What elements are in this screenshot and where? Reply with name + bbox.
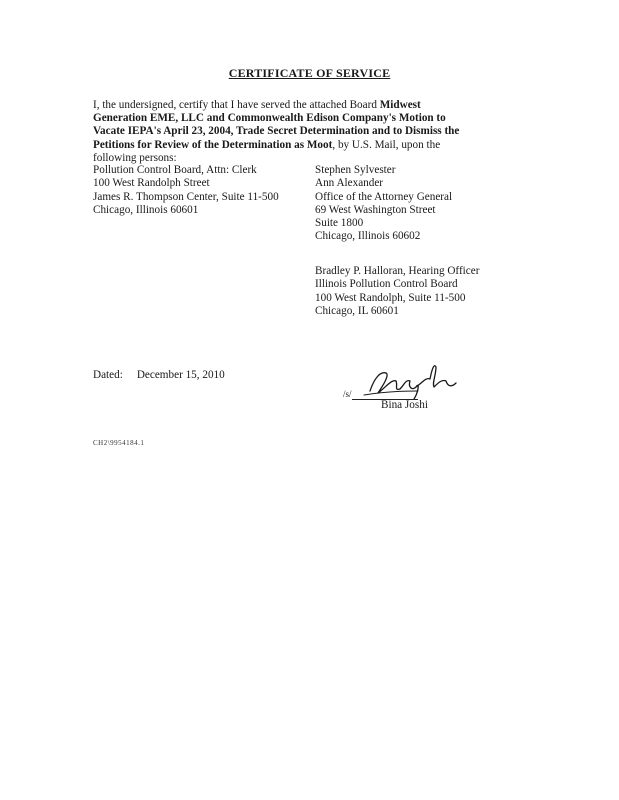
address-line: Bradley P. Halloran, Hearing Officer: [315, 265, 480, 277]
certification-statement: [93, 99, 465, 165]
address-line: Chicago, Illinois 60602: [315, 230, 421, 243]
address-line: Suite 1800: [315, 217, 364, 230]
signer-name: Bina Joshi: [381, 399, 428, 411]
address-line: 69 West Washington Street: [315, 203, 436, 216]
address-line: Pollution Control Board, Attn: Clerk: [93, 164, 257, 176]
date-line: [93, 369, 225, 381]
address-block-board-clerk: [93, 164, 279, 217]
address-line: 100 West Randolph Street: [93, 177, 210, 190]
address-line: Stephen Sylvester: [315, 164, 396, 176]
statement-text-start: I, the undersigned, certify that I have served the attached Board: [93, 99, 380, 111]
statement-text-end: , by U.S. Mail, upon the following persons:: [93, 138, 441, 164]
dated-value: December 15, 2010: [136, 369, 225, 381]
address-block-attorney-general: [315, 164, 452, 244]
document-number: CH2\9954184.1: [93, 439, 145, 447]
address-line: Chicago, Illinois 60601: [93, 203, 199, 216]
handwritten-signature: [356, 357, 462, 403]
address-line: James R. Thompson Center, Suite 11-500: [93, 190, 279, 203]
address-block-hearing-officer: [315, 265, 479, 318]
address-line: Office of the Attorney General: [315, 190, 453, 203]
address-line: Illinois Pollution Control Board: [315, 278, 458, 291]
served-document-title: Midwest Generation EME, LLC and Commonwealth Edison Company's Motion to Vacate IEPA's April 23, 2004, Trade Secret Determination and to Dismiss the Petitions for Review of the Determination as Moot: [93, 99, 460, 151]
address-line: Ann Alexander: [315, 177, 384, 190]
signature-prefix: /s/: [343, 389, 352, 399]
dated-label: Dated:: [93, 369, 123, 381]
page-title: CERTIFICATE OF SERVICE: [228, 66, 391, 80]
address-line: 100 West Randolph, Suite 11-500: [315, 291, 466, 304]
address-line: Chicago, IL 60601: [315, 304, 399, 317]
